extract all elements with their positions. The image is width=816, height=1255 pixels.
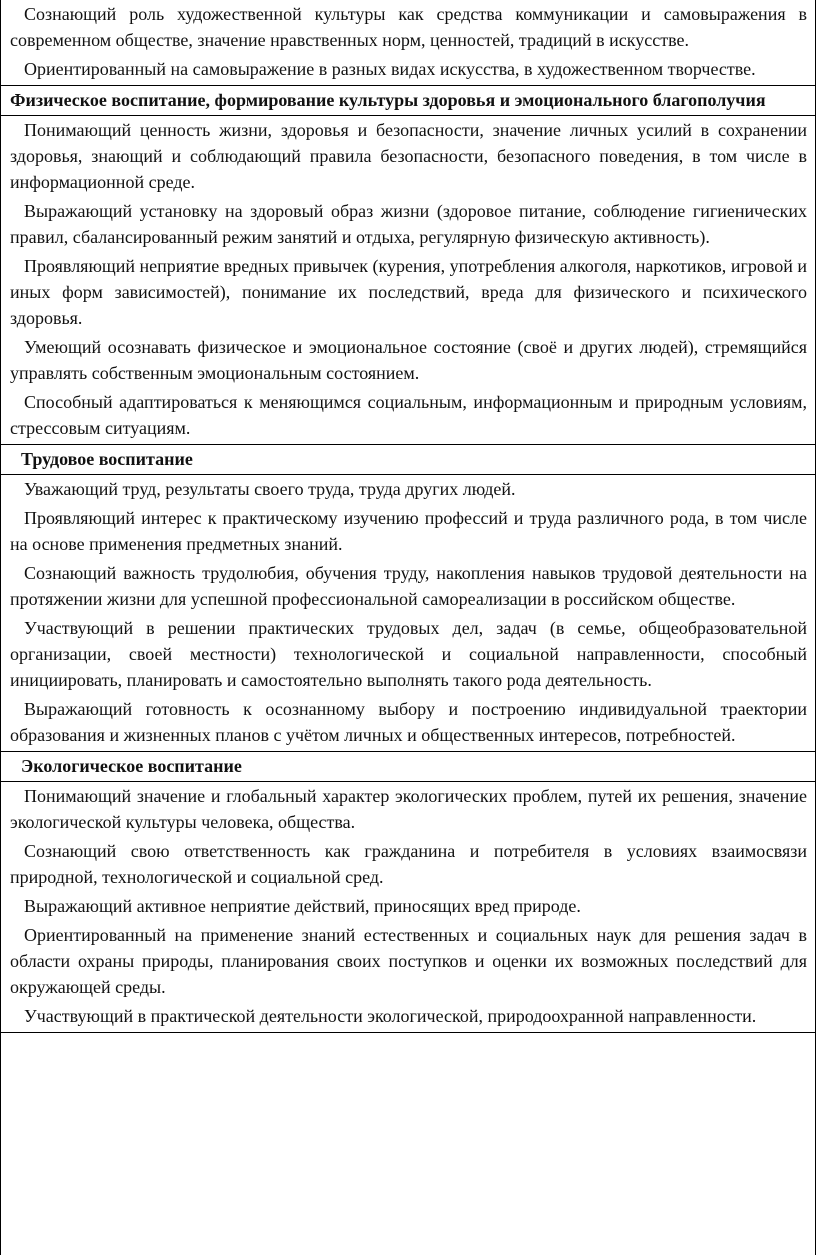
paragraph: Проявляющий интерес к практическому изучению профессий и труда различного рода, в том числе на основе применения предметных знаний.: [10, 508, 807, 554]
paragraph: Умеющий осознавать физическое и эмоциональное состояние (своё и других людей), стремящийся управлять собственным эмоциональным состоянием.: [10, 337, 807, 383]
section-labor-education: [1, 445, 815, 752]
section-body: [1, 475, 815, 751]
paragraph: Понимающий значение и глобальный характер экологических проблем, путей их решения, значение экологической культуры человека, общества.: [10, 786, 807, 832]
paragraph: Выражающий активное неприятие действий, приносящих вред природе.: [24, 896, 581, 916]
section-physical-education: [1, 86, 815, 445]
paragraph: Выражающий готовность к осознанному выбору и построению индивидуальной траектории образования и жизненных планов с учётом личных и общественных интересов, потребностей.: [10, 699, 807, 745]
section-ecological-education: [1, 752, 815, 1033]
section-body: [1, 116, 815, 444]
paragraph: Проявляющий неприятие вредных привычек (курения, употребления алкоголя, наркотиков, игровой и иных форм зависимостей), понимание их последствий, вреда для физического и психического здоровья.: [10, 256, 807, 328]
section-body: [1, 782, 815, 1032]
paragraph: Сознающий важность трудолюбия, обучения труду, накопления навыков трудовой деятельности на протяжении жизни для успешной профессиональной самореализации в российском обществе.: [10, 563, 807, 609]
paragraph: Понимающий ценность жизни, здоровья и безопасности, значение личных усилий в сохранении здоровья, знающий и соблюдающий правила безопасности, безопасного поведения, в том числе в информационной среде.: [10, 120, 807, 192]
section-aesthetic-continued: [1, 0, 815, 86]
paragraph: Уважающий труд, результаты своего труда, труда других людей.: [24, 479, 516, 499]
section-heading: Физическое воспитание, формирование культуры здоровья и эмоционального благополучия: [1, 86, 815, 116]
section-heading: Экологическое воспитание: [1, 752, 815, 782]
paragraph: Способный адаптироваться к меняющимся социальным, информационным и природным условиям, стрессовым ситуациям.: [10, 392, 807, 438]
paragraph: Сознающий роль художественной культуры как средства коммуникации и самовыражения в современном обществе, значение нравственных норм, ценностей, традиций в искусстве.: [10, 4, 807, 50]
paragraph: Выражающий установку на здоровый образ жизни (здоровое питание, соблюдение гигиенических правил, сбалансированный режим занятий и отдыха, регулярную физическую активность).: [10, 201, 807, 247]
paragraph: Участвующий в решении практических трудовых дел, задач (в семье, общеобразовательной организации, своей местности) технологической и социальной направленности, способный инициировать, планировать и самостоятельно выполнять такого рода деятельность.: [10, 618, 807, 690]
paragraph: Ориентированный на применение знаний естественных и социальных наук для решения задач в области охраны природы, планирования своих поступков и оценки их возможных последствий для окружающей среды.: [10, 925, 807, 997]
paragraph: Сознающий свою ответственность как гражданина и потребителя в условиях взаимосвязи природной, технологической и социальной сред.: [10, 841, 807, 887]
section-body: [1, 0, 815, 85]
paragraph: Участвующий в практической деятельности экологической, природоохранной направленности.: [24, 1006, 757, 1026]
section-heading: Трудовое воспитание: [1, 445, 815, 475]
paragraph: Ориентированный на самовыражение в разных видах искусства, в художественном творчестве.: [24, 59, 756, 79]
